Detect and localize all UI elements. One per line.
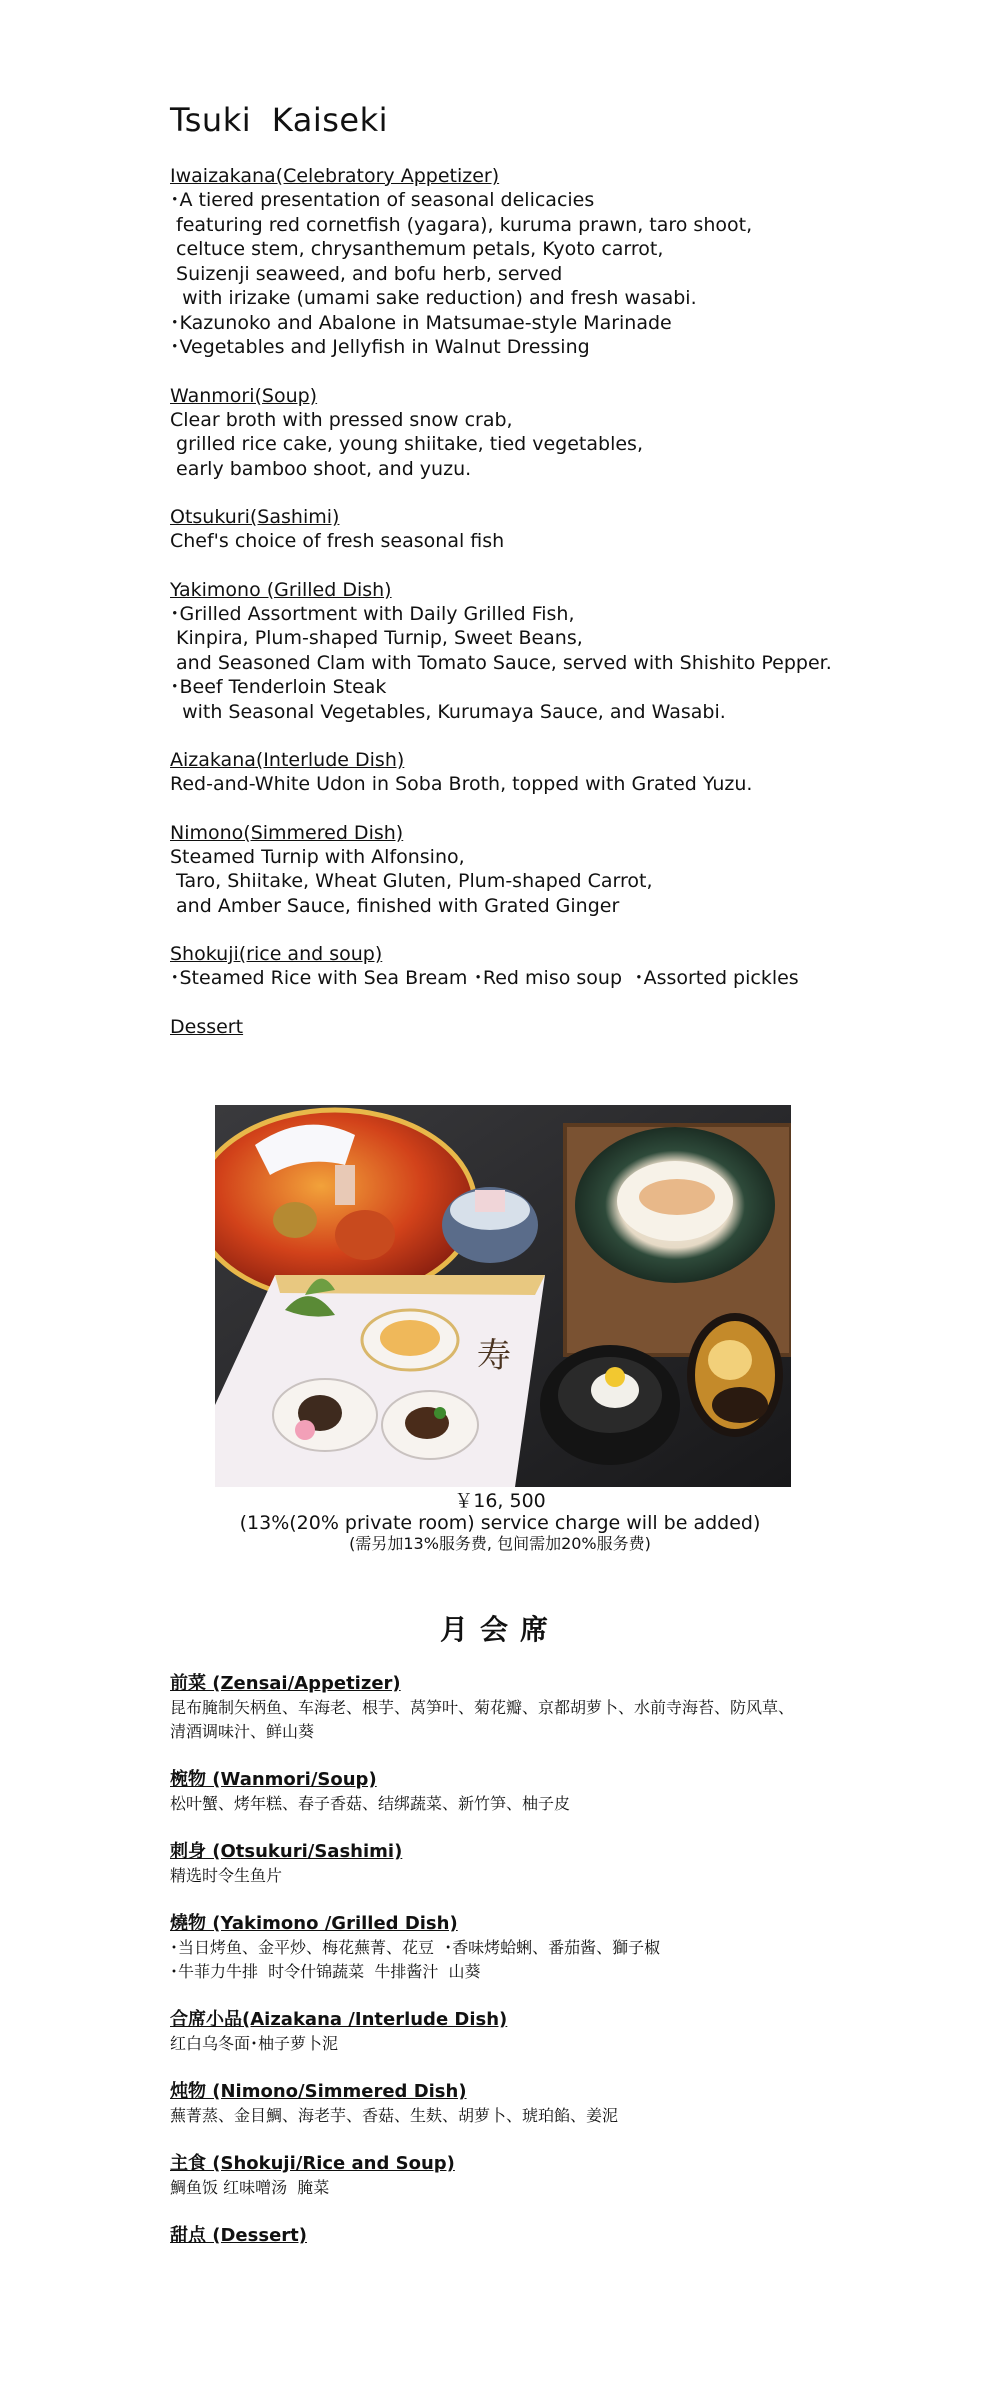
section-heading: 主食 (Shokuji/Rice and Soup) — [170, 2153, 455, 2174]
cn-section-shokuji — [170, 2152, 890, 2200]
chinese-menu-title: 月会席 — [439, 1613, 560, 1646]
menu-line: 清酒调味汁、鲜山葵 — [170, 1722, 315, 1741]
section-aizakana — [170, 748, 890, 797]
price: ￥16, 500 — [454, 1490, 546, 1512]
menu-line: Taro, Shiitake, Wheat Gluten, Plum-shaped Carrot, — [170, 870, 653, 892]
menu-line: and Amber Sauce, finished with Grated Ginger — [170, 894, 620, 917]
menu-line: 鯛鱼饭 红味噌汤 腌菜 — [170, 2178, 330, 2197]
menu-line: ･当日烤鱼、金平炒、梅花蕪菁、花豆 ･香味烤蛤蜊、番茄酱、獅子椒 — [170, 1938, 661, 1957]
section-iwaizakana — [170, 164, 890, 360]
menu-line: 红白乌冬面･柚子萝卜泥 — [170, 2034, 339, 2053]
section-heading: Nimono(Simmered Dish) — [170, 821, 404, 844]
section-heading: Yakimono (Grilled Dish) — [170, 578, 392, 601]
service-charge-note: (13%(20% private room) service charge will be added) — [239, 1512, 761, 1534]
menu-line: celtuce stem, chrysanthemum petals, Kyoto carrot, — [170, 238, 664, 260]
menu-line: ･Steamed Rice with Sea Bream ･Red miso soup ･Assorted pickles — [170, 967, 799, 989]
cn-section-wanmori — [170, 1768, 890, 1816]
section-yakimono — [170, 578, 890, 725]
cn-section-otsukuri — [170, 1840, 890, 1888]
menu-line: grilled rice cake, young shiitake, tied vegetables, — [170, 433, 643, 455]
menu-line: with Seasonal Vegetables, Kurumaya Sauce, and Wasabi. — [170, 700, 726, 723]
section-heading: Dessert — [170, 1015, 244, 1038]
menu-line: and Seasoned Clam with Tomato Sauce, served with Shishito Pepper. — [170, 651, 832, 674]
calligraphy-mark: 寿 — [477, 1336, 511, 1376]
menu-line: Chef's choice of fresh seasonal fish — [170, 530, 505, 552]
menu-line: Clear broth with pressed snow crab, — [170, 408, 513, 431]
menu-line: ･Grilled Assortment with Daily Grilled Fish, — [170, 602, 575, 625]
menu-line: early bamboo shoot, and yuzu. — [170, 457, 472, 480]
menu-line: with irizake (umami sake reduction) and fresh wasabi. — [170, 287, 697, 309]
section-otsukuri — [170, 505, 890, 554]
chinese-menu — [170, 1672, 890, 2272]
section-nimono — [170, 821, 890, 919]
section-wanmori — [170, 384, 890, 482]
menu-line: featuring red cornetfish (yagara), kuruma prawn, taro shoot, — [170, 213, 753, 236]
section-shokuji — [170, 942, 890, 991]
price-block — [0, 1490, 1000, 1554]
cn-section-nimono — [170, 2080, 890, 2128]
menu-line: ･Beef Tenderloin Steak — [170, 676, 387, 698]
section-heading: Aizakana(Interlude Dish) — [170, 749, 405, 771]
section-heading: 炖物 (Nimono/Simmered Dish) — [170, 2081, 467, 2102]
english-menu — [170, 98, 890, 1063]
section-heading: 燒物 (Yakimono /Grilled Dish) — [170, 1913, 458, 1934]
cn-section-zensai — [170, 1672, 890, 1744]
kaiseki-photo — [215, 1105, 791, 1487]
page-title: Tsuki Kaiseki — [170, 101, 388, 139]
menu-line: Red-and-White Udon in Soba Broth, topped with Grated Yuzu. — [170, 773, 753, 795]
cn-section-yakimono — [170, 1912, 890, 1984]
menu-line: ･牛菲力牛排 时令什锦蔬菜 牛排酱汁 山葵 — [170, 1962, 481, 1981]
menu-line: 松叶蟹、烤年糕、春子香菇、结绑蔬菜、新竹笋、柚子皮 — [170, 1794, 571, 1813]
section-heading: 椀物 (Wanmori/Soup) — [170, 1769, 377, 1790]
section-heading: 合席小品(Aizakana /Interlude Dish) — [170, 2009, 508, 2030]
menu-line: 昆布腌制矢柄鱼、车海老、根芋、莴笋叶、菊花瓣、京都胡萝卜、水前寺海苔、防风草、 — [170, 1698, 795, 1717]
menu-line: Suizenji seaweed, and bofu herb, served — [170, 262, 563, 285]
menu-line: ･Vegetables and Jellyfish in Walnut Dressing — [170, 336, 590, 358]
section-dessert — [170, 1015, 890, 1039]
menu-line: ･A tiered presentation of seasonal delicacies — [170, 189, 595, 211]
section-heading: 前菜 (Zensai/Appetizer) — [170, 1673, 401, 1694]
menu-line: Kinpira, Plum-shaped Turnip, Sweet Beans, — [170, 627, 583, 649]
section-heading: 甜点 (Dessert) — [170, 2225, 307, 2246]
section-heading: Wanmori(Soup) — [170, 384, 318, 407]
menu-line: 精选时令生鱼片 — [170, 1866, 283, 1885]
menu-line: 蕪菁蒸、金目鯛、海老芋、香菇、生麸、胡萝卜、琥珀餡、姜泥 — [170, 2106, 619, 2125]
section-heading: Otsukuri(Sashimi) — [170, 506, 340, 528]
service-charge-note-cn: (需另加13%服务费, 包间需加20%服务费) — [349, 1534, 651, 1553]
menu-line: ･Kazunoko and Abalone in Matsumae-style Marinade — [170, 311, 672, 334]
cn-section-aizakana — [170, 2008, 890, 2056]
section-heading: Shokuji(rice and soup) — [170, 943, 383, 965]
cn-section-dessert — [170, 2224, 890, 2248]
section-heading: 刺身 (Otsukuri/Sashimi) — [170, 1841, 403, 1862]
section-heading: Iwaizakana(Celebratory Appetizer) — [170, 165, 500, 187]
menu-line: Steamed Turnip with Alfonsino, — [170, 845, 465, 868]
